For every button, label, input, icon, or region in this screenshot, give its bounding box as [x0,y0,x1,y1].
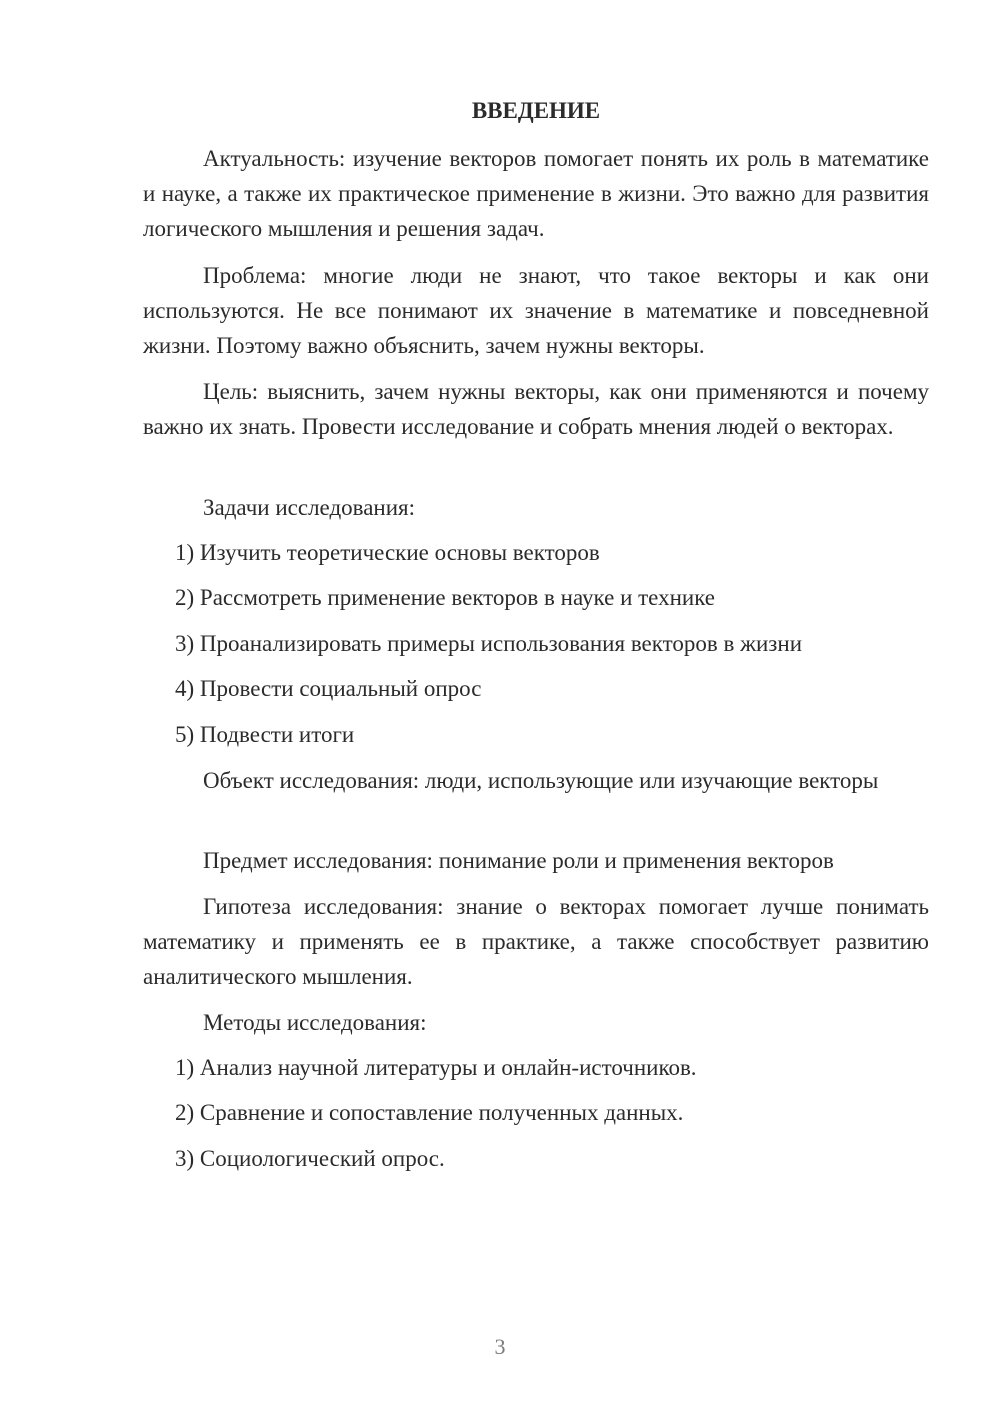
hypothesis-paragraph: Гипотеза исследования: знание о векторах помогает лучше понимать математику и применять ее в практике, а также способствует развитию аналитического мышления. [143,894,929,989]
object-paragraph: Объект исследования: люди, использующие или изучающие векторы [203,768,879,793]
page-number: 3 [494,1334,506,1359]
tasks-heading: Задачи исследования: [203,495,416,520]
method-item: 1) Анализ научной литературы и онлайн-источников. [175,1055,697,1080]
task-item: 2) Рассмотреть применение векторов в науке и технике [175,585,716,610]
subject-paragraph: Предмет исследования: понимание роли и применения векторов [203,848,834,873]
goal-paragraph: Цель: выяснить, зачем нужны векторы, как они применяются и почему важно их знать. Провести исследование и собрать мнения людей о векторах. [143,379,929,439]
task-item: 5) Подвести итоги [175,722,355,747]
methods-heading: Методы исследования: [203,1010,427,1035]
method-item: 3) Социологический опрос. [175,1146,445,1171]
problem-paragraph: Проблема: многие люди не знают, что такое векторы и как они используются. Не все понимают их значение в математике и повседневной жизни. Поэтому важно объяснить, зачем нужны векторы. [143,263,929,358]
task-item: 3) Проанализировать примеры использования векторов в жизни [175,631,802,656]
method-item: 2) Сравнение и сопоставление полученных данных. [175,1100,684,1125]
section-title: ВВЕДЕНИЕ [471,98,601,123]
task-item: 4) Провести социальный опрос [175,676,482,701]
relevance-paragraph: Актуальность: изучение векторов помогает понять их роль в математике и науке, а также их практическое применение в жизни. Это важно для развития логического мышления и решения задач. [143,146,929,241]
task-item: 1) Изучить теоретические основы векторов [175,540,600,565]
